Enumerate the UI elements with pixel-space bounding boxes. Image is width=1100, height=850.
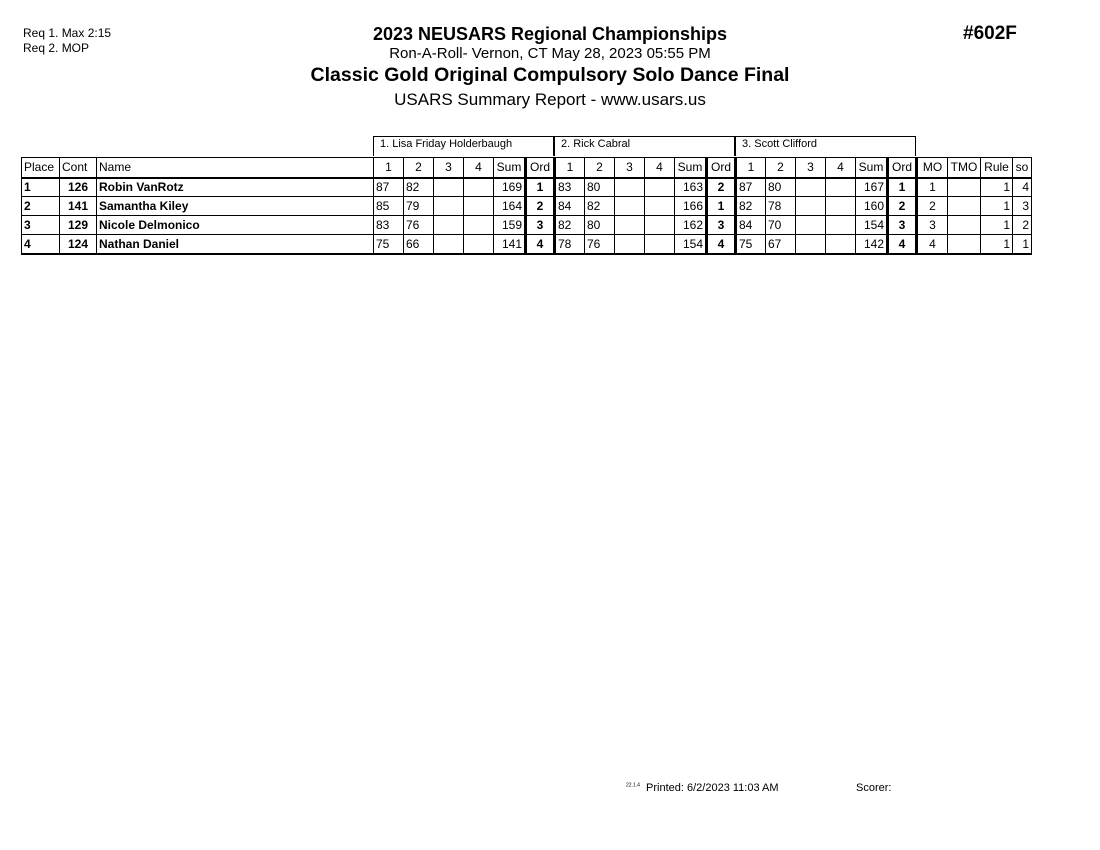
tmo-cell (948, 216, 981, 235)
mark-cell (645, 197, 675, 216)
rule-cell: 1 (981, 216, 1013, 235)
so-cell: 3 (1013, 197, 1032, 216)
place-cell: 2 (22, 197, 60, 216)
cont-cell: 141 (60, 197, 97, 216)
mark-cell (645, 178, 675, 197)
sum-cell: 142 (856, 235, 888, 254)
mark-cell: 80 (585, 178, 615, 197)
mo-cell: 1 (917, 178, 948, 197)
mark-cell (464, 197, 494, 216)
col-name: Name (97, 158, 374, 178)
mark-cell (434, 235, 464, 254)
mark-cell (826, 178, 856, 197)
col-mark-1: 1 (736, 158, 766, 178)
mark-cell (615, 178, 645, 197)
sum-cell: 166 (675, 197, 707, 216)
mark-cell (826, 216, 856, 235)
judge-3-header: 3. Scott Clifford (735, 136, 916, 156)
table-row (22, 178, 1032, 197)
mark-cell (464, 178, 494, 197)
mark-cell: 75 (374, 235, 404, 254)
col-mark-3: 3 (434, 158, 464, 178)
judge-2-header: 2. Rick Cabral (554, 136, 735, 156)
ord-cell: 2 (526, 197, 555, 216)
ord-cell: 1 (707, 197, 736, 216)
mark-cell: 76 (585, 235, 615, 254)
tmo-cell (948, 235, 981, 254)
event-name: Classic Gold Original Compulsory Solo Dance Final (310, 64, 790, 86)
tmo-cell (948, 178, 981, 197)
col-cont: Cont (60, 158, 97, 178)
mark-cell: 75 (736, 235, 766, 254)
table-row (22, 216, 1032, 235)
place-cell: 3 (22, 216, 60, 235)
ord-cell: 2 (888, 197, 917, 216)
ord-cell: 4 (707, 235, 736, 254)
sum-cell: 163 (675, 178, 707, 197)
mark-cell (826, 235, 856, 254)
mark-cell: 70 (766, 216, 796, 235)
sum-cell: 160 (856, 197, 888, 216)
header-row (22, 158, 1032, 178)
ord-cell: 1 (888, 178, 917, 197)
cont-cell: 129 (60, 216, 97, 235)
mark-cell: 84 (555, 197, 585, 216)
mark-cell (796, 216, 826, 235)
mark-cell (615, 216, 645, 235)
report-title: USARS Summary Report - www.usars.us (394, 90, 706, 109)
mark-cell: 82 (404, 178, 434, 197)
championship-title: 2023 NEUSARS Regional Championships (372, 24, 728, 44)
rule-cell: 1 (981, 197, 1013, 216)
judge-1-header: 1. Lisa Friday Holderbaugh (373, 136, 554, 156)
mark-cell: 82 (555, 216, 585, 235)
col-sum: Sum (675, 158, 707, 178)
so-cell: 4 (1013, 178, 1032, 197)
mo-cell: 3 (917, 216, 948, 235)
mark-cell: 78 (766, 197, 796, 216)
table-row (22, 235, 1032, 254)
sum-cell: 159 (494, 216, 526, 235)
software-code: 22.1.4 (626, 782, 640, 789)
mark-cell: 83 (374, 216, 404, 235)
col-mo: MO (917, 158, 948, 178)
name-cell: Samantha Kiley (97, 197, 374, 216)
mark-cell (796, 197, 826, 216)
mark-cell (796, 178, 826, 197)
name-cell: Nicole Delmonico (97, 216, 374, 235)
requirement-2: Req 2. MOP (23, 41, 90, 55)
mark-cell: 67 (766, 235, 796, 254)
sum-cell: 164 (494, 197, 526, 216)
mark-cell (434, 216, 464, 235)
mark-cell: 85 (374, 197, 404, 216)
mark-cell: 79 (404, 197, 434, 216)
ord-cell: 4 (888, 235, 917, 254)
sum-cell: 162 (675, 216, 707, 235)
mark-cell: 76 (404, 216, 434, 235)
col-so: so (1013, 158, 1032, 178)
col-mark-1: 1 (555, 158, 585, 178)
mark-cell (434, 178, 464, 197)
mark-cell (615, 197, 645, 216)
event-number: #602F (963, 23, 1017, 44)
mark-cell: 66 (404, 235, 434, 254)
col-ord: Ord (526, 158, 555, 178)
ord-cell: 1 (526, 178, 555, 197)
ord-cell: 3 (526, 216, 555, 235)
rule-cell: 1 (981, 178, 1013, 197)
col-mark-2: 2 (585, 158, 615, 178)
name-cell: Robin VanRotz (97, 178, 374, 197)
table-row (22, 197, 1032, 216)
ord-cell: 3 (707, 216, 736, 235)
sum-cell: 167 (856, 178, 888, 197)
venue-date: Ron-A-Roll- Vernon, CT May 28, 2023 05:55 PM (389, 45, 711, 62)
mark-cell (464, 216, 494, 235)
so-cell: 2 (1013, 216, 1032, 235)
col-mark-4: 4 (645, 158, 675, 178)
printed-stamp (626, 782, 779, 794)
col-sum: Sum (856, 158, 888, 178)
mark-cell: 82 (736, 197, 766, 216)
sum-cell: 141 (494, 235, 526, 254)
ord-cell: 3 (888, 216, 917, 235)
col-ord: Ord (707, 158, 736, 178)
cont-cell: 124 (60, 235, 97, 254)
mark-cell (645, 235, 675, 254)
mark-cell: 82 (585, 197, 615, 216)
col-mark-3: 3 (615, 158, 645, 178)
cont-cell: 126 (60, 178, 97, 197)
mark-cell: 87 (736, 178, 766, 197)
sum-cell: 169 (494, 178, 526, 197)
mark-cell: 83 (555, 178, 585, 197)
mark-cell (645, 216, 675, 235)
col-tmo: TMO (948, 158, 981, 178)
results-table (21, 157, 1032, 255)
ord-cell: 2 (707, 178, 736, 197)
mark-cell: 84 (736, 216, 766, 235)
mark-cell (826, 197, 856, 216)
requirement-1: Req 1. Max 2:15 (23, 26, 112, 40)
mo-cell: 2 (917, 197, 948, 216)
mark-cell (464, 235, 494, 254)
col-mark-3: 3 (796, 158, 826, 178)
sum-cell: 154 (856, 216, 888, 235)
place-cell: 4 (22, 235, 60, 254)
mark-cell (434, 197, 464, 216)
scorer-label: Scorer: (856, 782, 892, 794)
mark-cell (796, 235, 826, 254)
col-place: Place (22, 158, 60, 178)
so-cell: 1 (1013, 235, 1032, 254)
mark-cell: 87 (374, 178, 404, 197)
rule-cell: 1 (981, 235, 1013, 254)
col-rule: Rule (981, 158, 1013, 178)
name-cell: Nathan Daniel (97, 235, 374, 254)
tmo-cell (948, 197, 981, 216)
col-sum: Sum (494, 158, 526, 178)
col-ord: Ord (888, 158, 917, 178)
sum-cell: 154 (675, 235, 707, 254)
mark-cell (615, 235, 645, 254)
ord-cell: 4 (526, 235, 555, 254)
place-cell: 1 (22, 178, 60, 197)
mark-cell: 78 (555, 235, 585, 254)
col-mark-2: 2 (404, 158, 434, 178)
mark-cell: 80 (585, 216, 615, 235)
col-mark-2: 2 (766, 158, 796, 178)
col-mark-1: 1 (374, 158, 404, 178)
mo-cell: 4 (917, 235, 948, 254)
col-mark-4: 4 (464, 158, 494, 178)
col-mark-4: 4 (826, 158, 856, 178)
printed-date: Printed: 6/2/2023 11:03 AM (646, 782, 779, 794)
mark-cell: 80 (766, 178, 796, 197)
